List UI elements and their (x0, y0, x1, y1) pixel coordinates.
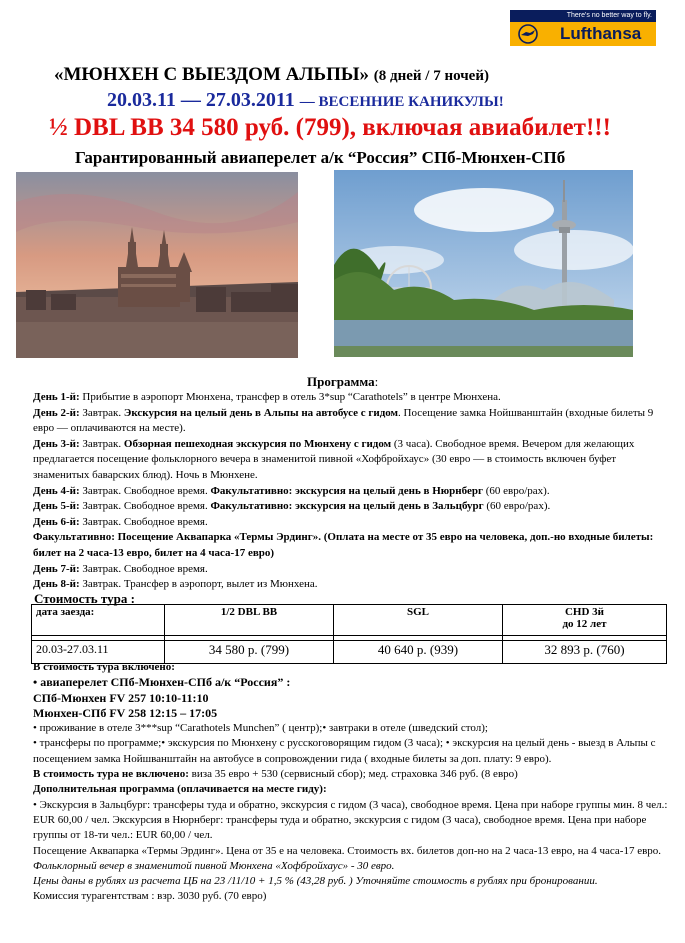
day-8: День 8-й: Завтрак. Трансфер в аэропорт, вылет из Мюнхена. (33, 578, 318, 591)
day-6-optional: Факультативно: Посещение Аквапарка «Термы Эрдинг». (Оплата на месте от 35 евро на человека, доп.-но входные билеты: билет на 2 часа-13 евро, билет на 4 часа-17 евро) (33, 531, 654, 559)
included-heading: В стоимость тура включено: (33, 661, 175, 673)
flight-return: Мюнхен-СПб FV 258 12:15 – 17:05 (33, 705, 218, 720)
headline-price: ½ DBL BB 34 580 руб. (799), включая авиабилет!!! (49, 114, 611, 141)
day-7: День 7-й: Завтрак. Свободное время. (33, 562, 208, 575)
lufthansa-logo (510, 10, 656, 46)
logo-name: Lufthansa (560, 24, 642, 43)
olympic-park-photo (334, 170, 633, 357)
flight-heading: • авиаперелет СПб-Мюнхен-СПб а/к “Россия” : (33, 675, 291, 690)
logo-tagline: There's no better way to fly. (510, 10, 656, 22)
commission: Комиссия турагентствам : взр. 3030 руб. (70 евро) (33, 890, 267, 903)
program-days (33, 390, 665, 593)
day-6: День 6-й: Завтрак. Свободное время. (33, 515, 208, 528)
day-2: День 2-й: Завтрак. Экскурсия на целый день в Альпы на автобусе с гидом. Посещение замка Нойшванштайн (входные билеты 9 евро — оплачиваются на месте). (33, 406, 654, 435)
price-table-header: дата заезда: 1/2 DBL BB SGL CHD 3й до 12 лет (32, 605, 667, 636)
tour-details (33, 660, 668, 905)
aquapark-text: Посещение Аквапарка «Термы Эрдинг». Цена от 35 е на человека. Стоимость вх. билетов доп-но на 2 часа-13 евро, на 4 часа-17 евро. Фольклорный вечер в знаменитой пивной Мюнхена «Хофбройхаус» - 30 евро. (33, 844, 662, 872)
tour-dates: 20.03.11 — 27.03.2011 — ВЕСЕННИЕ КАНИКУЛЫ! (107, 89, 504, 111)
included-line-2: • трансферы по программе;• экскурсия по Мюнхену с русскоговорящим гидом (3 часа); • экскурсия на целый день - выезд в Альпы с посещением замка Нойшванштайн на автобусе в сопровождении гида ( входные билеты за доп. плату: 9 евро). (33, 737, 656, 765)
day-3: День 3-й: Завтрак. Обзорная пешеходная экскурсия по Мюнхену с гидом (3 часа). Свободное время. Вечером для желающих предлагается посещение фольклорного вечера в знаменитой пивной «Хофбройхаус» (30 евро — в стоимость включен буфет знаменитых баварских блюд). Ночь в Мюнхене. (33, 437, 635, 481)
not-included: В стоимость тура не включено: виза 35 евро + 530 (сервисный сбор); мед. страховка 346 руб. (8 евро) (33, 768, 518, 781)
extra-program-text: • Экскурсия в Зальцбург: трансферы туда и обратно, экскурсия с гидом (3 часа), свободное время. Цена при наборе группы мин. 8 чел.: EUR 60,00 / чел. Экскурсия в Нюрнберг: трансферы туда и обратно, экскурсия с гидом (3 часа), свободное время. Цена при наборе группы от 18-ти чел.: EUR 60,00 / чел. (33, 798, 668, 842)
price-table-row: 20.03-27.03.11 34 580 р. (799) 40 640 р. (939) 32 893 р. (760) (32, 641, 667, 664)
flight-guarantee: Гарантированный авиаперелет а/к “Россия” СПб-Мюнхен-СПб (75, 148, 566, 167)
tour-title: «МЮНХЕН С ВЫЕЗДОМ АЛЬПЫ» (8 дней / 7 ночей) (54, 64, 489, 85)
price-table (31, 604, 667, 664)
program-heading: Программа: (307, 374, 379, 389)
crane-icon (514, 24, 558, 44)
prices-note: Цены даны в рублях из расчета ЦБ на 23 /11/10 + 1,5 % (43,28 руб. ) Уточняйте стоимость в рублях при бронировании. (33, 875, 598, 888)
day-5: День 5-й: Завтрак. Свободное время. Факультативно: экскурсия на целый день в Зальцбург (60 евро/рах). (33, 500, 551, 513)
cost-heading: Стоимость тура : (34, 591, 135, 606)
munich-skyline-photo (16, 172, 298, 358)
day-1: День 1-й: Прибытие в аэропорт Мюнхена, трансфер в отель 3*sup “Carathotels” в центре Мюнхена. (33, 391, 501, 403)
day-4: День 4-й: Завтрак. Свободное время. Факультативно: экскурсия на целый день в Нюрнберг (60 евро/рах). (33, 484, 550, 497)
flight-outbound: СПб-Мюнхен FV 257 10:10-11:10 (33, 690, 209, 705)
extra-program-heading: Дополнительная программа (оплачивается на месте гиду): (33, 783, 327, 796)
included-line-1: • проживание в отеле 3***sup “Carathotels Munchen” ( центр);• завтраки в отеле (шведский стол); (33, 722, 488, 735)
